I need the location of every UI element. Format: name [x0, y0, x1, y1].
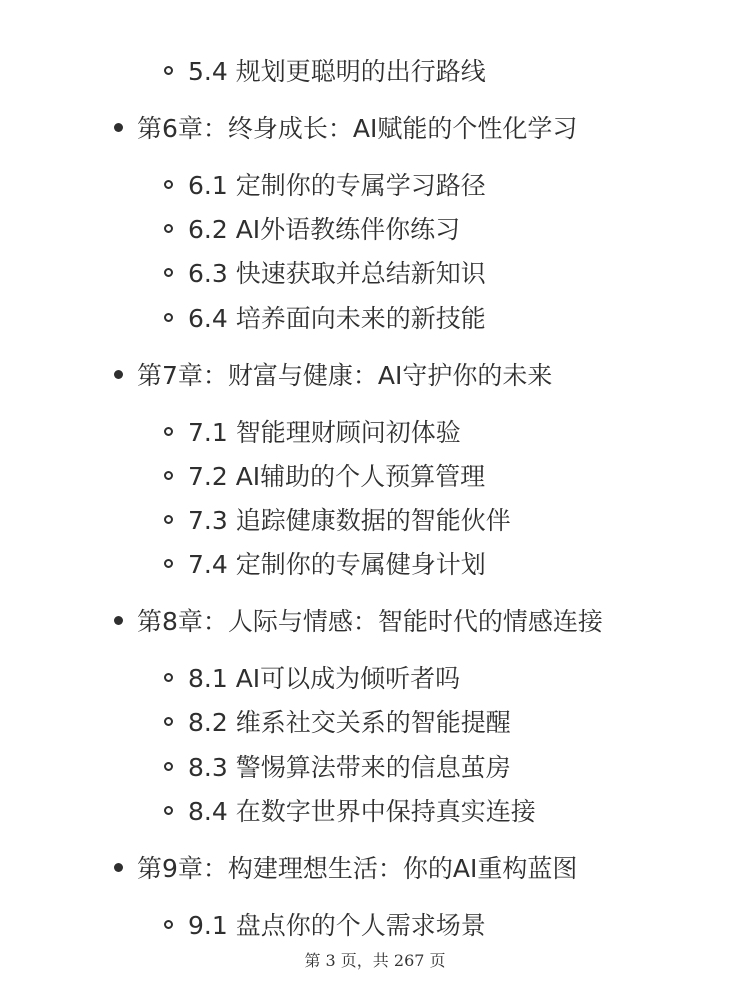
hollow-bullet-icon — [164, 66, 173, 75]
toc-entry-text: 6.2 AI外语教练伴你练习 — [188, 215, 461, 244]
hollow-bullet-icon — [164, 717, 173, 726]
toc-entry-text: 第8章：人际与情感：智能时代的情感连接 — [137, 607, 603, 636]
toc-section-6-3[interactable] — [0, 252, 486, 292]
toc-entry-text: 8.4 在数字世界中保持真实连接 — [188, 797, 536, 826]
filled-bullet-icon — [114, 123, 123, 132]
toc-entry-text: 8.2 维系社交关系的智能提醒 — [188, 708, 511, 737]
toc-section-7-4[interactable] — [0, 543, 486, 583]
hollow-bullet-icon — [164, 268, 173, 277]
toc-chapter-7[interactable] — [0, 354, 552, 394]
filled-bullet-icon — [114, 863, 123, 872]
toc-entry-text: 8.3 警惕算法带来的信息茧房 — [188, 753, 511, 782]
toc-entry-text: 第7章：财富与健康：AI守护你的未来 — [137, 361, 553, 390]
toc-section-8-1[interactable] — [0, 657, 460, 697]
toc-chapter-6[interactable] — [0, 107, 577, 147]
toc-entry-text: 7.2 AI辅助的个人预算管理 — [188, 462, 486, 491]
toc-section-7-1[interactable] — [0, 411, 461, 451]
toc-chapter-9[interactable] — [0, 847, 577, 887]
hollow-bullet-icon — [164, 224, 173, 233]
toc-section-8-2[interactable] — [0, 701, 511, 741]
toc-entry-text: 8.1 AI可以成为倾听者吗 — [188, 664, 461, 693]
toc-entry-text: 6.1 定制你的专属学习路径 — [188, 171, 486, 200]
toc-entry-text: 第6章：终身成长：AI赋能的个性化学习 — [137, 114, 578, 143]
toc-section-6-4[interactable] — [0, 297, 486, 337]
hollow-bullet-icon — [164, 427, 173, 436]
hollow-bullet-icon — [164, 762, 173, 771]
page-number-footer: 第 3 页，共 267 页 — [304, 951, 446, 970]
hollow-bullet-icon — [164, 515, 173, 524]
toc-entry-text: 9.1 盘点你的个人需求场景 — [188, 911, 486, 940]
toc-entry-text: 7.1 智能理财顾问初体验 — [188, 418, 461, 447]
toc-section-7-2[interactable] — [0, 455, 485, 495]
toc-section-5-4[interactable] — [0, 50, 486, 90]
hollow-bullet-icon — [164, 806, 173, 815]
hollow-bullet-icon — [164, 673, 173, 682]
hollow-bullet-icon — [164, 471, 173, 480]
hollow-bullet-icon — [164, 559, 173, 568]
toc-entry-text: 第9章：构建理想生活：你的AI重构蓝图 — [137, 854, 578, 883]
toc-entry-text: 5.4 规划更聪明的出行路线 — [188, 57, 486, 86]
hollow-bullet-icon — [164, 313, 173, 322]
toc-section-7-3[interactable] — [0, 499, 511, 539]
toc-section-8-4[interactable] — [0, 790, 536, 830]
toc-chapter-8[interactable] — [0, 600, 603, 640]
toc-entry-text: 6.4 培养面向未来的新技能 — [188, 304, 486, 333]
toc-section-9-1[interactable] — [0, 904, 486, 944]
toc-entry-text: 6.3 快速获取并总结新知识 — [188, 259, 486, 288]
hollow-bullet-icon — [164, 180, 173, 189]
hollow-bullet-icon — [164, 920, 173, 929]
filled-bullet-icon — [114, 370, 123, 379]
toc-entry-text: 7.4 定制你的专属健身计划 — [188, 550, 486, 579]
toc-section-6-2[interactable] — [0, 208, 460, 248]
toc-section-6-1[interactable] — [0, 164, 486, 204]
filled-bullet-icon — [114, 616, 123, 625]
toc-entry-text: 7.3 追踪健康数据的智能伙伴 — [188, 506, 511, 535]
toc-section-8-3[interactable] — [0, 746, 511, 786]
